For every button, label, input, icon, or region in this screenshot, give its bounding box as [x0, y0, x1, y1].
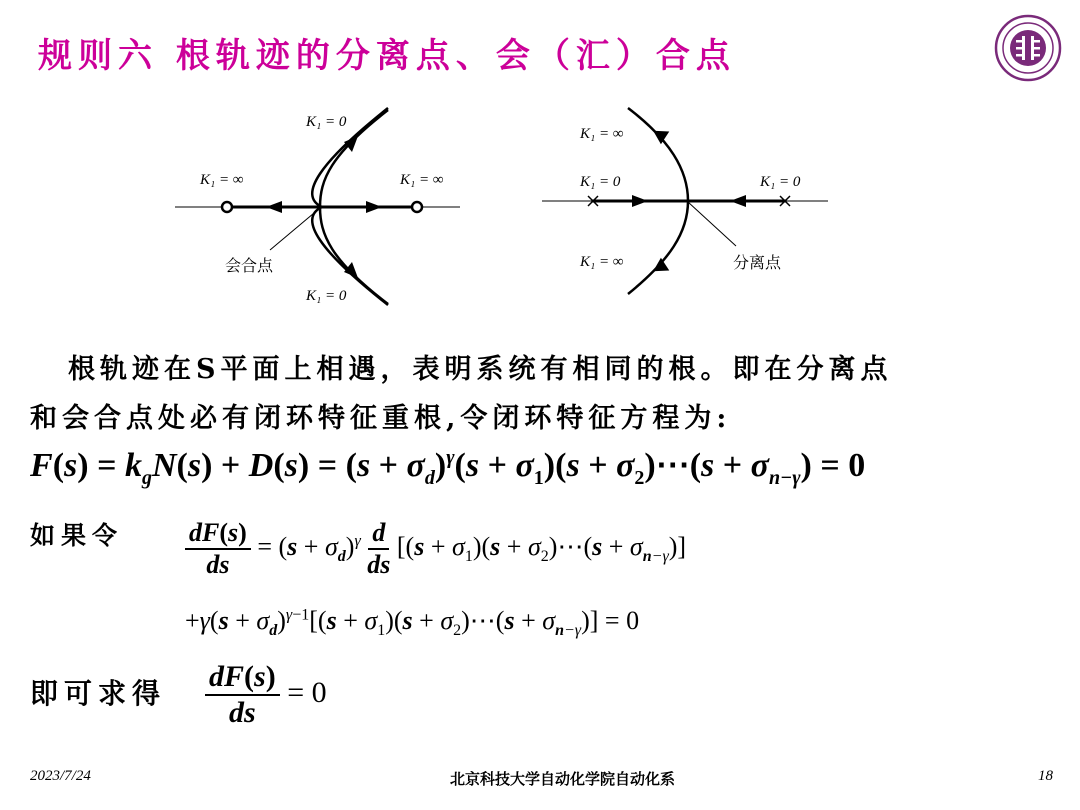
zero-right — [412, 202, 422, 212]
solve-label: 即可求得 — [30, 677, 167, 710]
root-locus-merge-diagram — [170, 100, 470, 310]
characteristic-equation: $F(s) = k_gN(s) + D(s) = (s + \sigma_d)^\gamma(s + \sigma_1)(s$ + $\sigma_2)\cdots(s + \sigma_{n-\gamma}) = 0$ — [30, 446, 866, 489]
k-label-right-bottom: K₁ = ∞ — [580, 254, 624, 270]
k-label-left-left: K₁ = ∞ — [200, 172, 244, 188]
paragraph-line-1: 根轨迹在S平面上相遇，表明系统有相同的根。即在分离点 — [68, 354, 893, 385]
k-label-right-right: K₁ = 0 — [760, 174, 801, 190]
k-label-left-right: K₁ = ∞ — [400, 172, 444, 188]
if-let-label: 如果令 — [30, 521, 124, 550]
derivative-equation-line-2: $+\gamma(s + \sigma_d)^{\gamma-1}[(s + \sigma_1)(s$ + $\sigma_2)\cdots(s + \sigma_{n-\gamma})] = 0$ — [185, 606, 640, 640]
paragraph-line-2: 和会合点处必有闭环特征重根,令闭环特征方程为: — [30, 403, 732, 434]
footer-date: 2023/7/24 — [30, 768, 91, 784]
zero-left — [222, 202, 232, 212]
k-label-left-top: K₁ = 0 — [306, 114, 347, 130]
breakaway-point-label: 分离点 — [733, 253, 782, 272]
footer-page-number: 18 — [1038, 768, 1053, 784]
university-seal-logo — [994, 14, 1062, 82]
k-label-left-bottom: K₁ = 0 — [306, 288, 347, 304]
k-label-right-left: K₁ = 0 — [580, 174, 621, 190]
result-equation: $\frac{dF(s)}{ds}$ = 0 — [205, 660, 327, 730]
derivative-equation-line-1: $\frac{dF(s)}{ds}$ = $(s + \sigma_d)^\gamma$ $\frac{d}{ds}$ [$(s + \sigma_1)(s$ + $\sigma_2)\cdots(s + \sigma_{n-\gamma})$] — [185, 518, 686, 580]
arrow-left — [266, 201, 282, 213]
footer-institution: 北京科技大学自动化学院自动化系 — [450, 770, 676, 788]
arrow-right — [366, 201, 382, 213]
slide-title: 规则六 根轨迹的分离点、会（汇）合点 — [38, 36, 736, 76]
merge-point-label: 会合点 — [225, 256, 274, 275]
k-label-right-top: K₁ = ∞ — [580, 126, 624, 142]
